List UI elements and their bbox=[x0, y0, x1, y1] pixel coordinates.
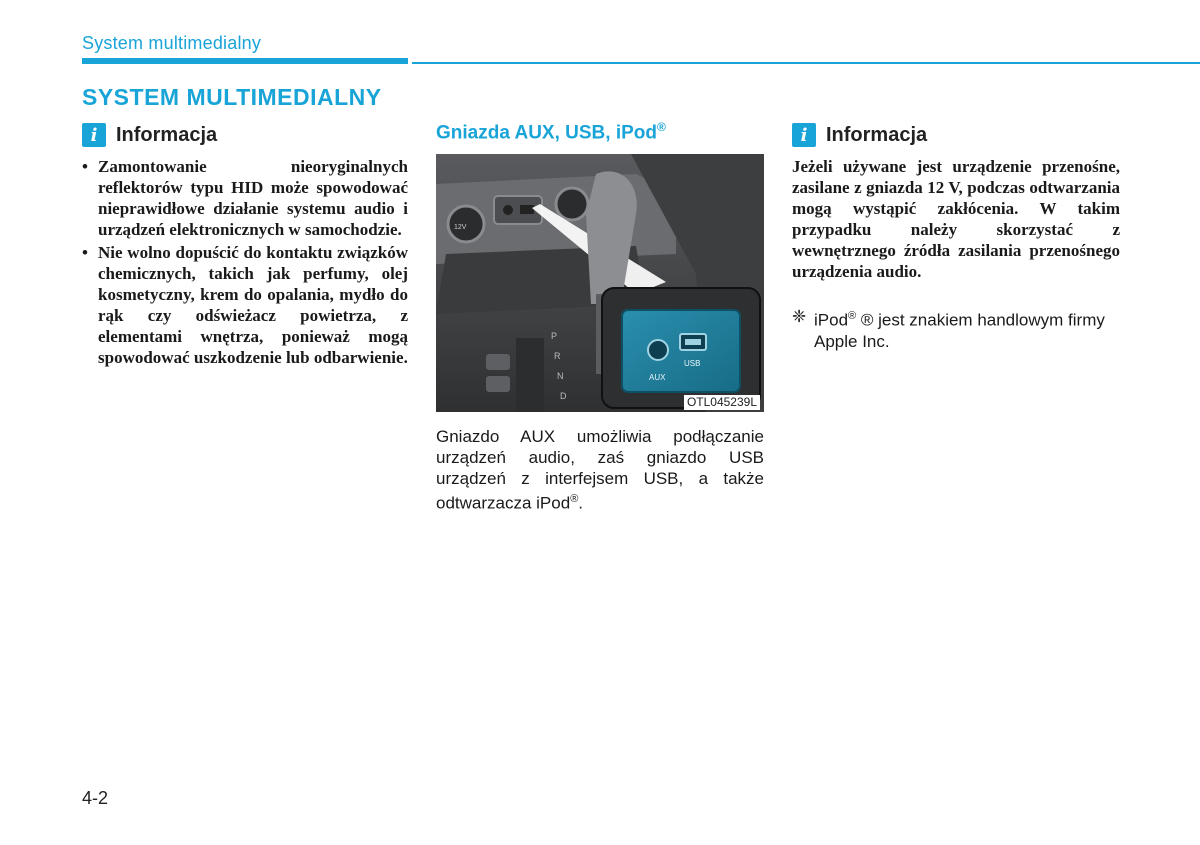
aux-usb-heading-text: Gniazda AUX, USB, iPod bbox=[436, 122, 657, 144]
console-photo bbox=[436, 154, 764, 412]
description-end: . bbox=[578, 493, 584, 513]
figure-code: OTL045239L bbox=[684, 395, 760, 410]
ipod-name: iPod bbox=[814, 310, 849, 330]
info-heading bbox=[82, 120, 408, 150]
gear-letter-p: P bbox=[551, 331, 558, 341]
aux-usb-description-text: Gniazdo AUX umożliwia podłączanie urządzeń audio, zaś gniazdo USB urządzeń z interfejsem USB, a także odtwarzacza iPod bbox=[436, 427, 764, 513]
gear-letter-n: N bbox=[557, 371, 564, 381]
right-column bbox=[792, 120, 1120, 352]
running-header: System multimedialny bbox=[82, 33, 262, 53]
info-icon: i bbox=[82, 123, 106, 147]
header-rule-thin bbox=[412, 62, 1200, 64]
trademark-text: ® jest znakiem handlowym firmy Apple Inc. bbox=[814, 310, 1105, 351]
aux-usb-description bbox=[436, 426, 764, 514]
console-illustration bbox=[436, 154, 764, 412]
page-number: 4-2 bbox=[82, 788, 109, 808]
socket-label: 12V bbox=[454, 224, 467, 231]
left-column bbox=[82, 120, 408, 370]
aux-label: AUX bbox=[649, 373, 666, 382]
registered-mark: ® bbox=[657, 120, 666, 134]
info-title: Informacja bbox=[826, 123, 928, 146]
list-item: • Zamontowanie nieoryginalnych reflektorów typu HID może spowodować nieprawidłowe działanie systemu audio i urządzeń elektronicznych w samochodzie. bbox=[82, 156, 408, 240]
info-list bbox=[82, 156, 408, 368]
middle-column bbox=[436, 120, 764, 514]
info-icon: i bbox=[792, 123, 816, 147]
header-rule-thick bbox=[82, 58, 408, 64]
registered-mark: ® bbox=[570, 493, 579, 505]
usb-label: USB bbox=[684, 359, 701, 368]
asterisk-icon: ❈ bbox=[792, 307, 807, 326]
gear-letter-r: R bbox=[554, 351, 561, 361]
trademark-note bbox=[792, 306, 1120, 352]
registered-mark: ® bbox=[848, 310, 857, 322]
list-item: • Nie wolno dopuścić do kontaktu związków chemicznych, takich jak perfumy, olej kosmetyczny, krem do opalania, mydło do rąk czy odświeżacz powietrza, z elementami wnętrza, ponieważ mogą spowodować uszkodzenie lub odbarwienie. bbox=[82, 242, 408, 368]
page-title: SYSTEM MULTIMEDIALNY bbox=[82, 84, 382, 110]
gear-letter-d: D bbox=[560, 391, 567, 401]
info-heading bbox=[792, 120, 1120, 150]
aux-usb-heading bbox=[436, 120, 764, 154]
info-title: Informacja bbox=[116, 123, 218, 146]
info-text: Jeżeli używane jest urządzenie przenośne, zasilane z gniazda 12 V, podczas odtwarzania mogą wystąpić zakłócenia. W takim przypadku należy skorzystać z wewnętrznego źródła zasilania przenośnego urządzenia audio. bbox=[792, 157, 1120, 281]
